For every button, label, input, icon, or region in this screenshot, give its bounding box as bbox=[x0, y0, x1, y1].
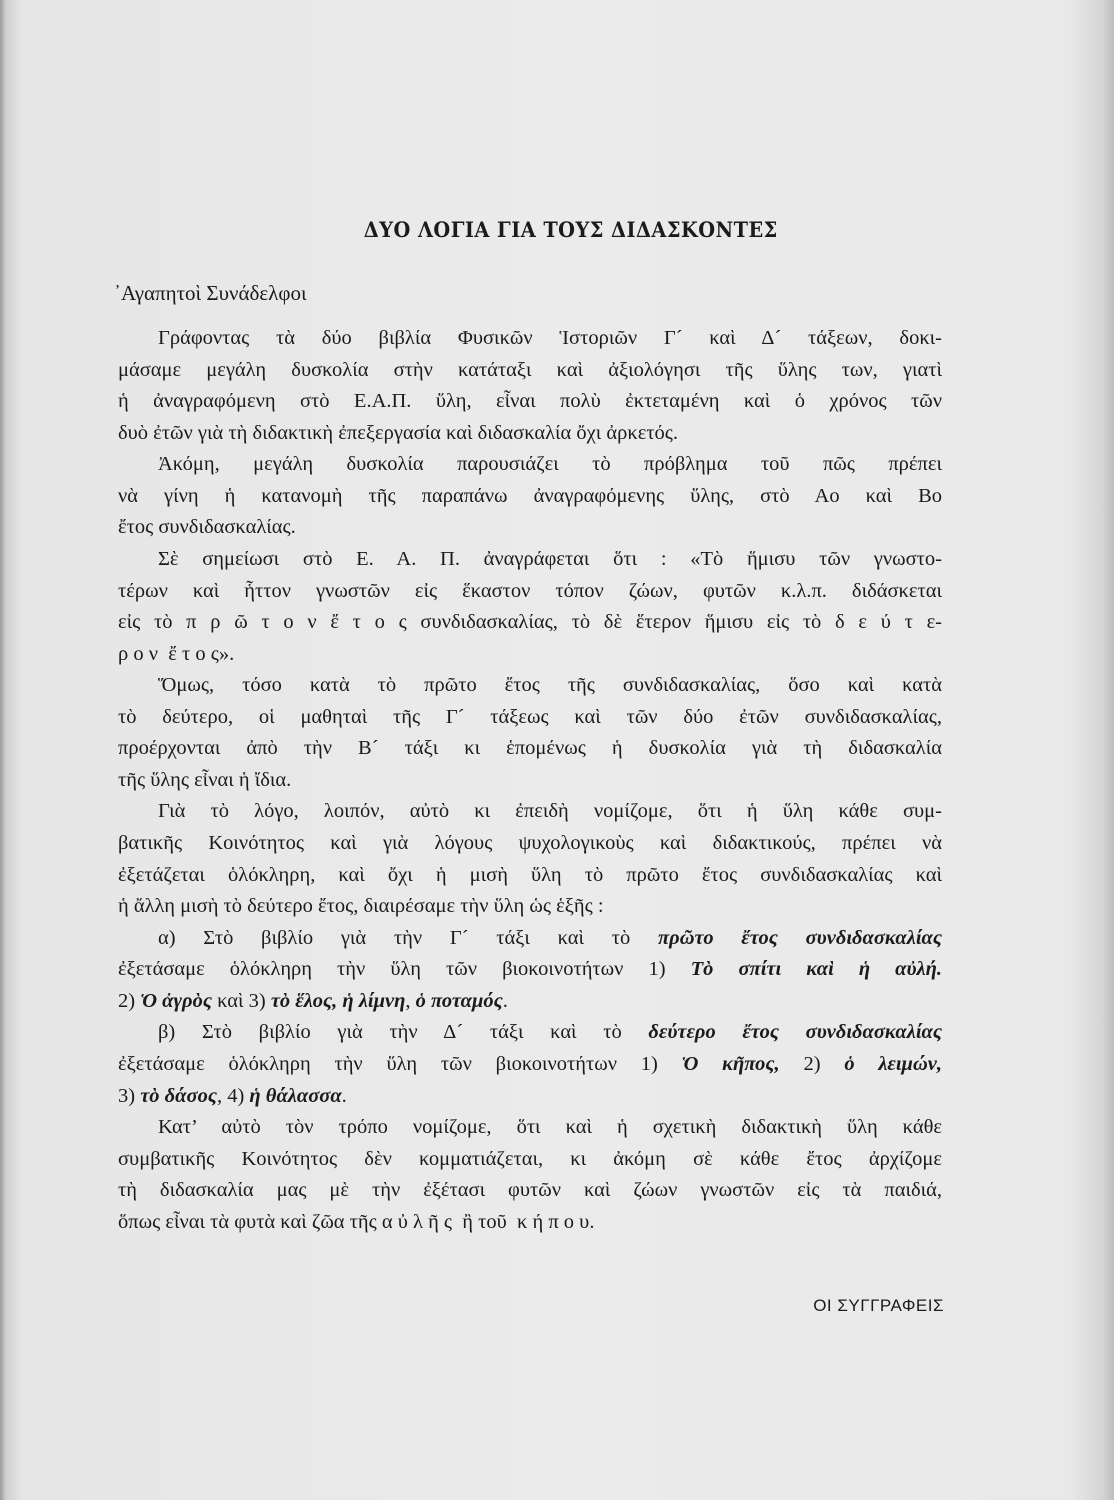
text-segment: , bbox=[405, 989, 416, 1012]
text-line bbox=[118, 481, 942, 513]
text-segment: τέρων καὶ ἧττον γνωστῶν εἰς ἕκαστον τόπον ζώων, φυτῶν κ.λ.π. διδάσκεται bbox=[118, 579, 942, 602]
text-segment: μάσαμε μεγάλη δυσκολία στὴν κατάταξι καὶ ἀξιολόγησι τῆς ὕλης των, γιατὶ bbox=[118, 358, 942, 381]
text-segment: τὸ δεύτερο, οἱ μαθηταὶ τῆς Γ´ τάξεως καὶ τῶν δύο ἐτῶν συνδιδασκαλίας, bbox=[118, 705, 942, 728]
text-line bbox=[118, 576, 942, 608]
text-segment: προέρχονται ἀπὸ τὴν Β´ τάξι κι ἑπομένως ἡ δυσκολία γιὰ τὴ διδασκαλία bbox=[118, 737, 942, 760]
text-line bbox=[118, 923, 942, 955]
page-title: ΔΥΟ ΛΟΓΙΑ ΓΙΑ ΤΟΥΣ ΔΙΔΑΣΚΟΝΤΕΣ bbox=[363, 217, 778, 242]
text-line bbox=[118, 670, 942, 702]
text-line bbox=[118, 702, 942, 734]
emphasized-text: τὸ ἕλος, ἡ λίμνη bbox=[270, 989, 406, 1012]
text-segment: εἰς τὸ π ρ ῶ τ ο ν ἔ τ ο ς συνδιδασκαλίας, τὸ δὲ ἕτερον ἥμισυ εἰς τὸ δ ε ύ τ ε- bbox=[118, 611, 942, 634]
text-line bbox=[118, 323, 942, 355]
text-segment: α) Στὸ βιβλίο γιὰ τὴν Γ´ τάξι καὶ τὸ bbox=[158, 926, 658, 949]
text-segment: β) Στὸ βιβλίο γιὰ τὴν Δ´ τάξι καὶ τὸ bbox=[158, 1021, 649, 1044]
text-segment: Σὲ σημείωσι στὸ Ε. Α. Π. ἀναγράφεται ὅτι : «Τὸ ἥμισυ τῶν γνωστο- bbox=[158, 547, 942, 570]
text-segment: νὰ γίνη ἡ κατανομὴ τῆς παραπάνω ἀναγραφόμενης ὕλης, στὸ Αο καὶ Βο bbox=[118, 484, 942, 507]
text-line bbox=[118, 418, 942, 450]
emphasized-text: τὸ δάσος bbox=[140, 1084, 217, 1107]
emphasized-text: Ὁ ἀγρὸς bbox=[140, 989, 212, 1012]
text-segment: 3) bbox=[118, 1084, 141, 1107]
text-segment: Ἀκόμη, μεγάλη δυσκολία παρουσιάζει τὸ πρόβλημα τοῦ πῶς πρέπει bbox=[158, 453, 942, 476]
text-line bbox=[118, 796, 942, 828]
text-segment: ὅπως εἶναι τὰ φυτὰ καὶ ζῶα τῆς α ὐ λ ῆ ς ἢ τοῦ κ ή π ο υ. bbox=[118, 1210, 595, 1233]
emphasized-text: Τὸ σπίτι καὶ ἡ αὐλή. bbox=[690, 958, 942, 981]
text-line bbox=[118, 954, 942, 986]
text-line bbox=[118, 512, 942, 544]
text-segment: βατικῆς Κοινότητος καὶ γιὰ λόγους ψυχολογικοὺς καὶ διδακτικούς, πρέπει νὰ bbox=[118, 832, 942, 854]
text-segment: τῆς ὕλης εἶναι ἡ ἴδια. bbox=[118, 768, 292, 791]
text-line bbox=[118, 1081, 942, 1113]
text-line bbox=[118, 1017, 942, 1049]
emphasized-text: ὁ λειμών, bbox=[844, 1052, 942, 1075]
text-line bbox=[118, 1144, 942, 1176]
text-line bbox=[118, 1207, 942, 1239]
text-line bbox=[118, 765, 942, 797]
emphasized-text: πρῶτο ἔτος συνδιδασκαλίας bbox=[657, 926, 942, 949]
text-segment: Γιὰ τὸ λόγο, λοιπόν, αὐτὸ κι ἐπειδὴ νομίζομε, ὅτι ἡ ὕλη κάθε συμ- bbox=[158, 800, 942, 823]
text-line bbox=[118, 639, 942, 671]
text-line bbox=[118, 891, 942, 923]
emphasized-text: Ὁ κῆπος, bbox=[681, 1052, 780, 1075]
text-segment: 2) bbox=[118, 989, 141, 1012]
text-segment: , 4) bbox=[216, 1084, 250, 1107]
text-segment: ἡ ἀναγραφόμενη στὸ Ε.Α.Π. ὕλη, εἶναι πολὺ ἐκτεταμένη καὶ ὁ χρόνος τῶν bbox=[118, 390, 942, 413]
text-line bbox=[118, 449, 942, 481]
text-segment: ἡ ἄλλη μισὴ τὸ δεύτερο ἔτος, διαιρέσαμε τὴν ὕλη ὡς ἑξῆς : bbox=[118, 895, 604, 918]
emphasized-text: ὁ ποταμός bbox=[415, 989, 503, 1012]
text-segment: συμβατικῆς Κοινότητος δὲν κομματιάζεται, κι ἀκόμη σὲ κάθε ἔτος ἀρχίζομε bbox=[118, 1147, 942, 1170]
body-text bbox=[118, 323, 942, 1238]
text-segment: ρ ο ν ἔ τ ο ς». bbox=[118, 642, 235, 665]
text-line bbox=[118, 986, 942, 1018]
text-segment: Κατ’ αὐτὸ τὸν τρόπο νομίζομε, ὅτι καὶ ἡ σχετικὴ διδακτικὴ ὕλη κάθε bbox=[158, 1116, 942, 1139]
text-line bbox=[118, 355, 942, 387]
text-segment: . bbox=[502, 989, 508, 1012]
signature: ΟΙ ΣΥΓΓΡΑΦΕΙΣ bbox=[813, 1296, 944, 1315]
text-segment: 2) bbox=[779, 1052, 845, 1075]
text-segment: ἔτος συνδιδασκαλίας. bbox=[118, 516, 296, 539]
text-segment: Γράφοντας τὰ δύο βιβλία Φυσικῶν Ἱστοριῶν Γ´ καὶ Δ´ τάξεων, δοκι- bbox=[158, 327, 942, 349]
text-line bbox=[118, 1049, 942, 1081]
salutation: ᾿Αγαπητοὶ Συνάδελφοι bbox=[114, 281, 307, 305]
text-segment: ἐξετάσαμε ὁλόκληρη τὴν ὕλη τῶν βιοκοινοτήτων 1) bbox=[118, 958, 691, 981]
text-line bbox=[118, 544, 942, 576]
text-segment: ἐξετάζεται ὁλόκληρη, καὶ ὄχι ἡ μισὴ ὕλη τὸ πρῶτο ἔτος συνδιδασκαλίας καὶ bbox=[118, 863, 942, 886]
text-line bbox=[118, 860, 942, 892]
text-segment: δυὸ ἐτῶν γιὰ τὴ διδακτικὴ ἐπεξεργασία καὶ διδασκαλία ὄχι ἀρκετός. bbox=[118, 421, 679, 444]
text-segment: ἐξετάσαμε ὁλόκληρη τὴν ὕλη τῶν βιοκοινοτήτων 1) bbox=[118, 1052, 682, 1075]
text-line bbox=[118, 607, 942, 639]
text-line bbox=[118, 733, 942, 765]
text-line bbox=[118, 1175, 942, 1207]
text-segment: Ὅμως, τόσο κατὰ τὸ πρῶτο ἔτος τῆς συνδιδασκαλίας, ὅσο καὶ κατὰ bbox=[158, 674, 942, 697]
emphasized-text: δεύτερο ἔτος συνδιδασκαλίας bbox=[648, 1021, 943, 1044]
text-segment: . bbox=[341, 1084, 347, 1107]
text-line bbox=[118, 386, 942, 418]
text-line bbox=[118, 828, 942, 860]
text-segment: τὴ διδασκαλία μας μὲ τὴν ἐξέτασι φυτῶν καὶ ζώων γνωστῶν εἰς τὰ παιδιά, bbox=[118, 1179, 942, 1202]
text-line bbox=[118, 1112, 942, 1144]
text-segment: καὶ 3) bbox=[211, 989, 271, 1012]
emphasized-text: ἡ θάλασσα bbox=[249, 1084, 342, 1107]
